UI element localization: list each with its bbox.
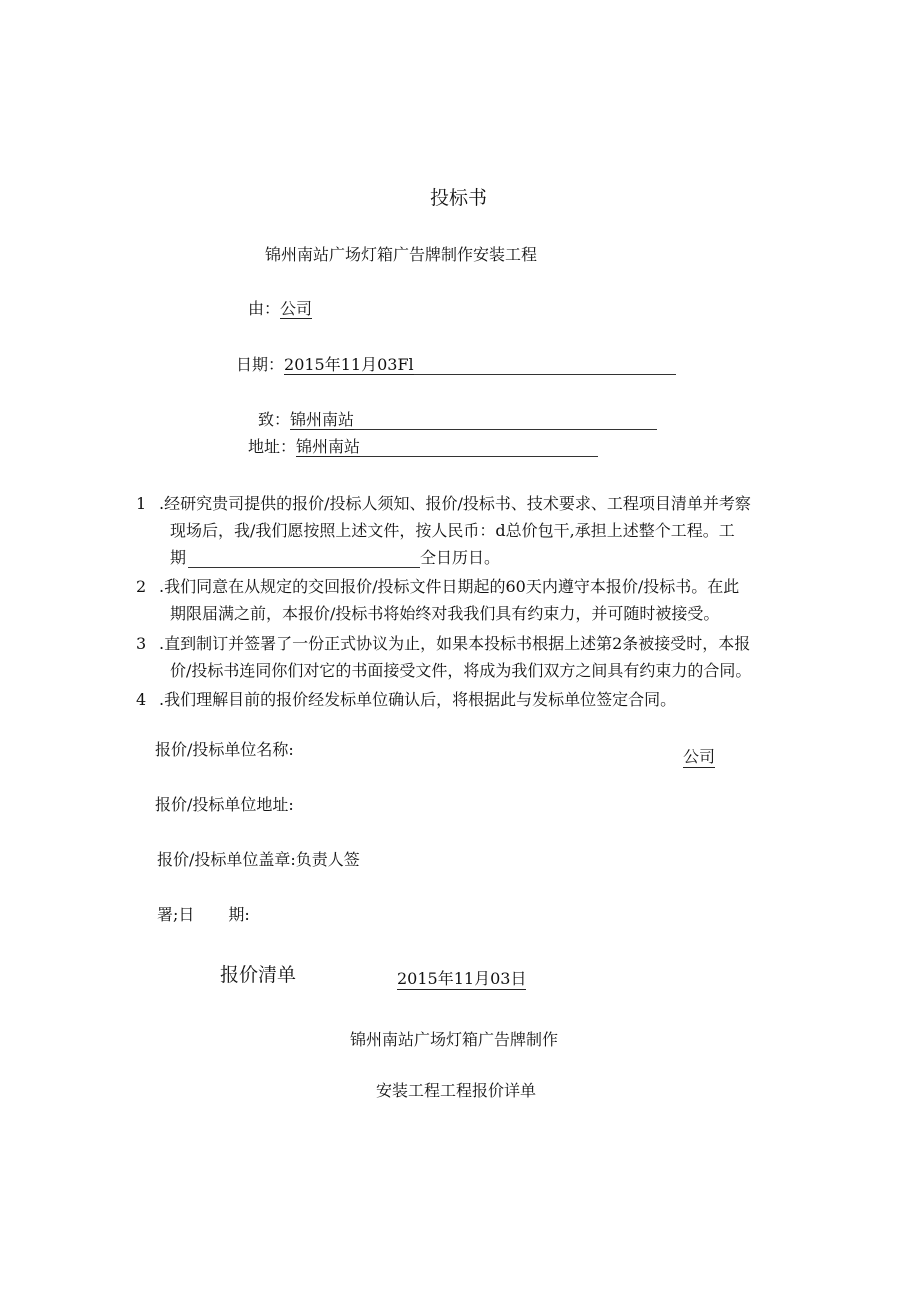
to-blank-line <box>354 413 657 430</box>
quote-date: 2015年11月03日 <box>397 969 527 988</box>
address-blank-line <box>360 440 598 457</box>
period-blank-line <box>188 551 420 568</box>
clause-1-line-3 <box>170 548 500 568</box>
sign-date-label-a: 署;日 <box>157 905 195 924</box>
clause-4-line-1: .我们理解目前的报价经发标单位确认后，将根据此与发标单位签定合同。 <box>159 690 677 709</box>
date-line <box>236 355 676 375</box>
address-label: 地址： <box>248 437 297 456</box>
date-blank-line <box>414 358 676 375</box>
bidder-seal-label: 报价/投标单位盖章:负责人签 <box>157 850 360 869</box>
from-value: 公司 <box>280 299 313 318</box>
clause-1-period-label: 期 <box>170 548 187 567</box>
date-label: 日期： <box>236 355 285 374</box>
clause-4-number: 4 <box>136 690 147 709</box>
clause-2-number: 2 <box>136 577 147 596</box>
from-label: 由： <box>248 299 281 318</box>
date-value: 2015年11月03Fl <box>284 355 414 374</box>
bidder-name-value: 公司 <box>683 747 716 766</box>
from-line <box>248 299 312 319</box>
quote-title-line-1: 锦州南站广场灯箱广告牌制作 <box>350 1030 559 1049</box>
project-name: 锦州南站广场灯箱广告牌制作安装工程 <box>265 245 538 264</box>
address-line <box>248 437 598 457</box>
to-label: 致： <box>258 410 291 429</box>
clause-1-line-2: 现场后，我/我们愿按照上述文件，按人民币：d总价包干,承担上述整个工程。工 <box>170 521 735 540</box>
to-value: 锦州南站 <box>290 410 355 429</box>
clause-1-line-1: .经研究贵司提供的报价/投标人须知、报价/投标书、技术要求、工程项目清单并考察 <box>159 494 751 513</box>
quote-title-line-2: 安装工程工程报价详单 <box>376 1081 537 1100</box>
to-line <box>258 410 657 430</box>
quote-heading: 报价清单 <box>220 964 297 986</box>
clause-1-number: 1 <box>136 494 147 513</box>
clause-3-number: 3 <box>136 634 147 653</box>
bidder-address-label: 报价/投标单位地址: <box>155 795 294 814</box>
clause-2-line-2: 期限届满之前，本报价/投标书将始终对我我们具有约束力，并可随时被接受。 <box>170 604 720 623</box>
bidder-name-label: 报价/投标单位名称: <box>155 740 294 759</box>
address-value: 锦州南站 <box>296 437 361 456</box>
document-title: 投标书 <box>430 187 488 209</box>
clause-1-period-suffix: 仝日历日。 <box>420 548 501 567</box>
clause-3-line-1: .直到制订并签署了一份正式协议为止，如果本投标书根据上述第2条被接受时，本报 <box>159 634 751 653</box>
sign-date-label-b: 期: <box>228 905 250 924</box>
sign-date-line <box>157 905 250 925</box>
clause-2-line-1: .我们同意在从规定的交回报价/投标文件日期起的60天内遵守本报价/投标书。在此 <box>159 577 740 596</box>
clause-3-line-2: 价/投标书连同你们对它的书面接受文件，将成为我们双方之间具有约束力的合同。 <box>170 661 752 680</box>
